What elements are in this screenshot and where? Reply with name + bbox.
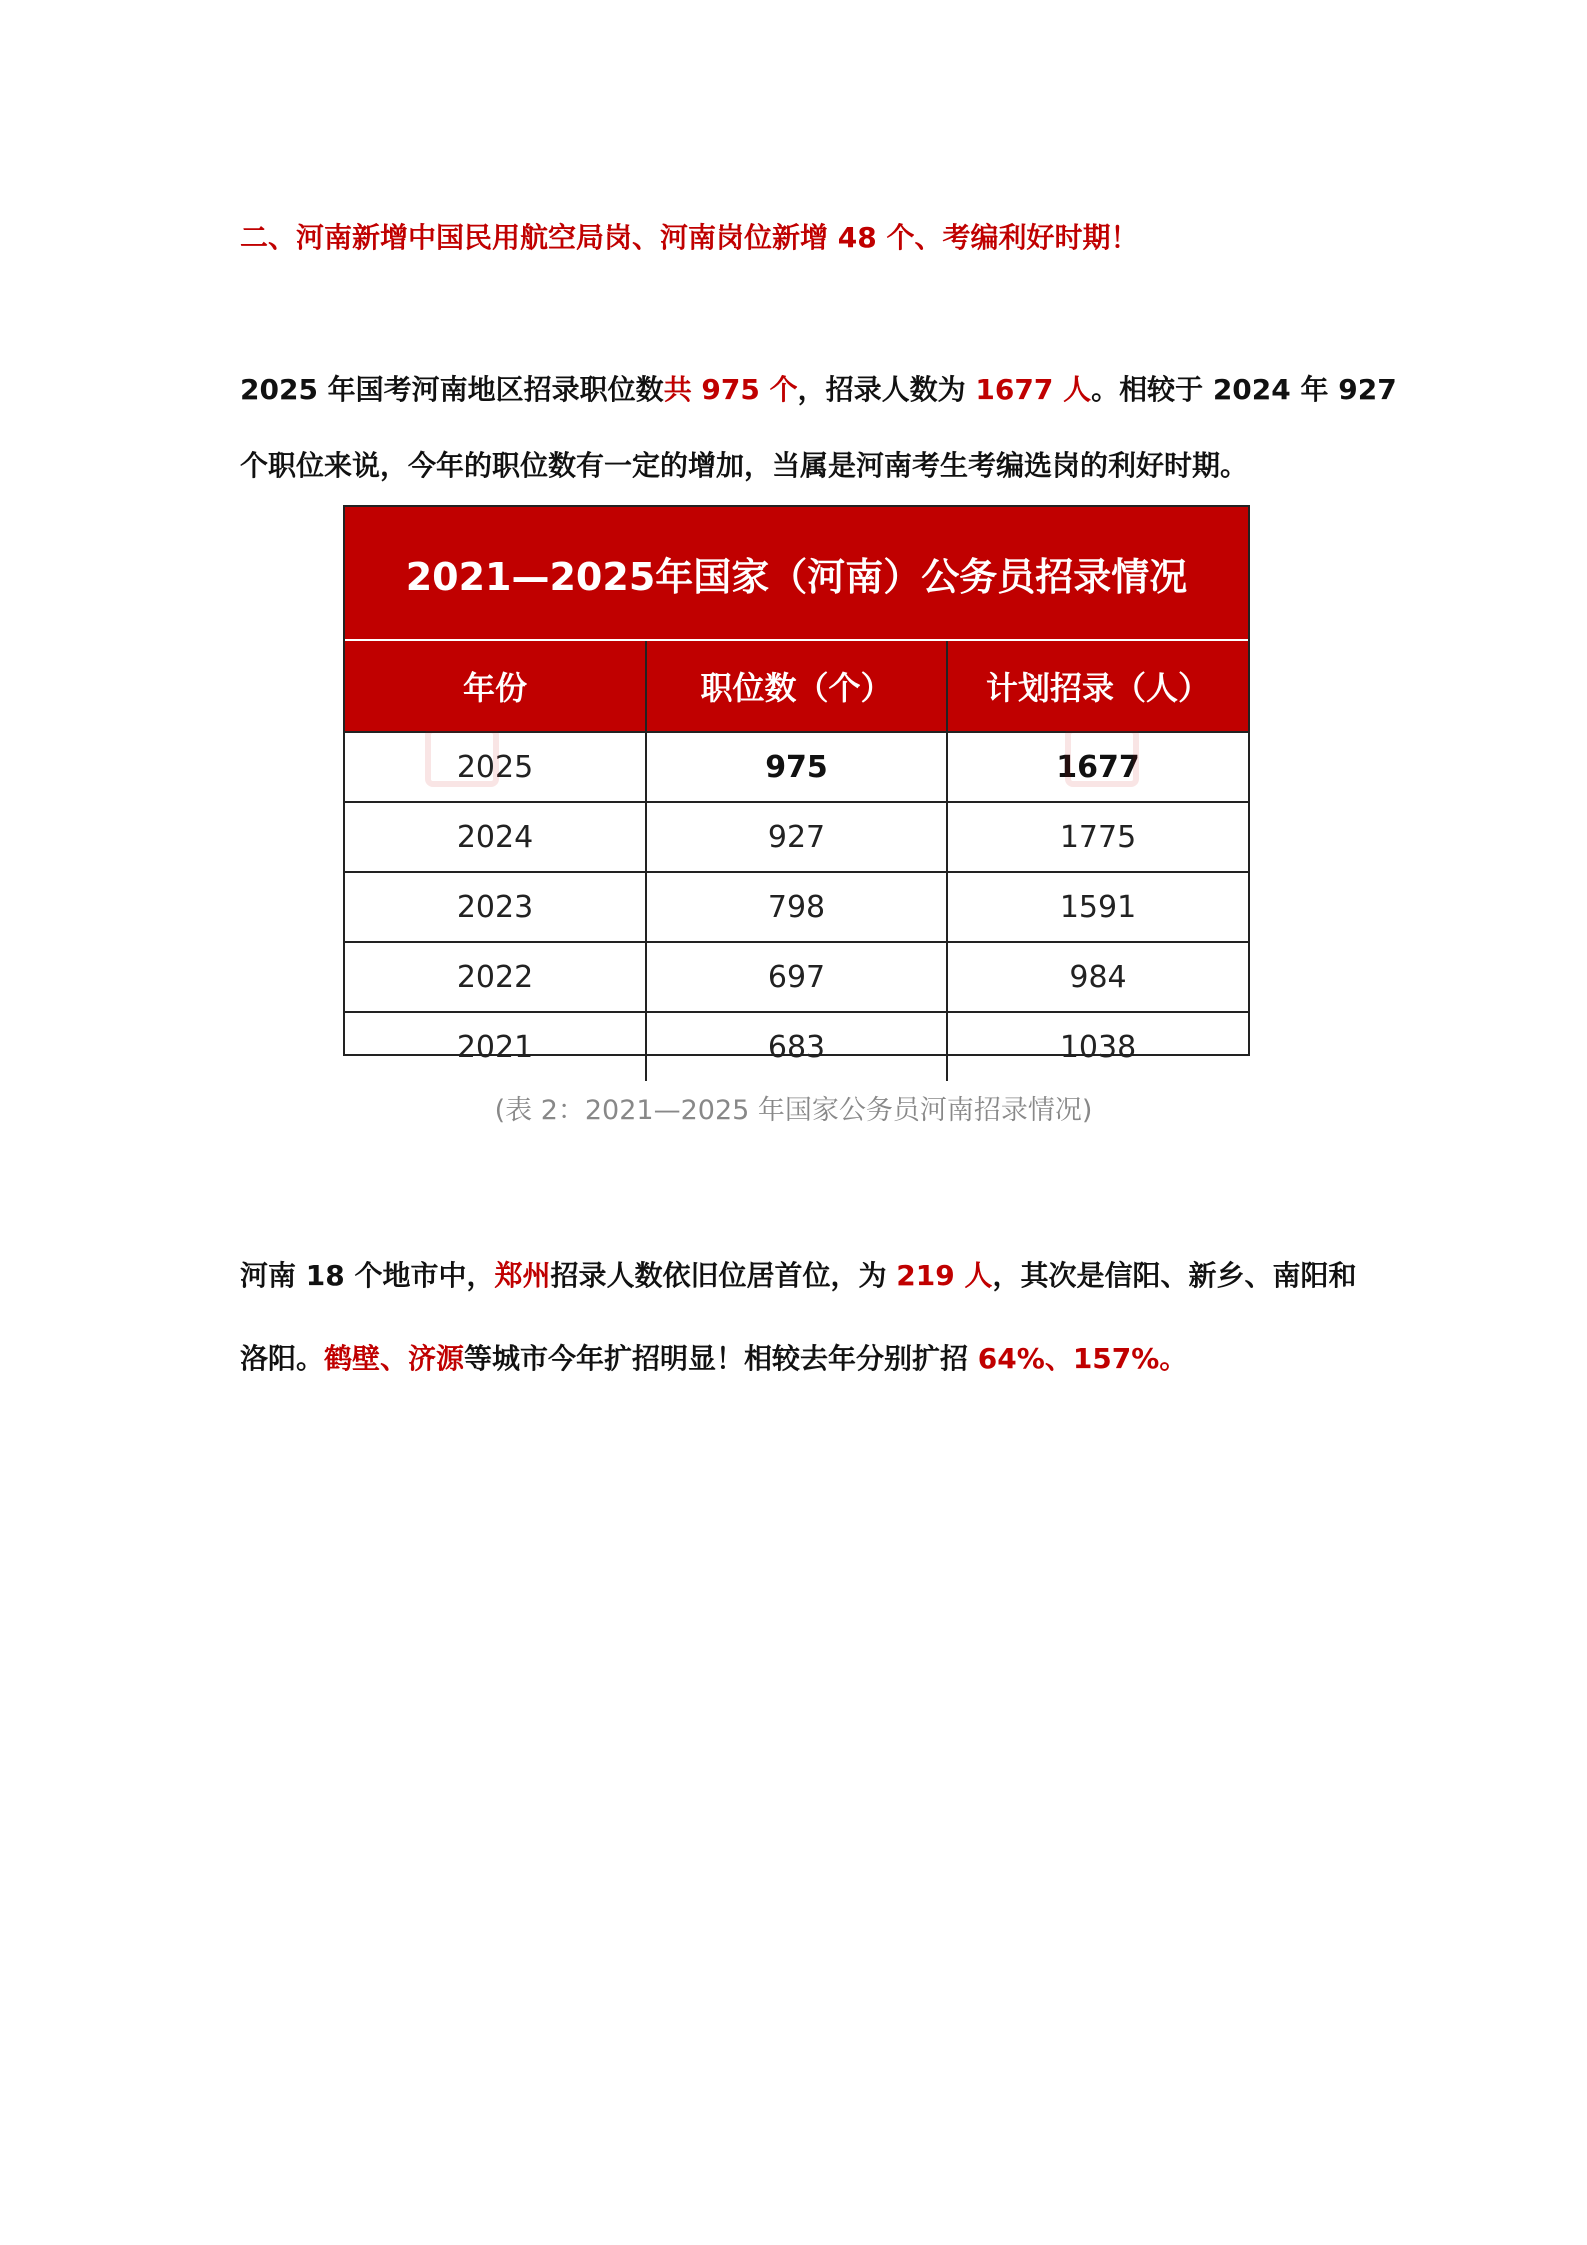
paragraph-2-line-1 [240, 1254, 1356, 1294]
cell-year: 2025 [345, 732, 646, 802]
text-span: 等城市今年扩招明显！相较去年分别扩招 [464, 1342, 978, 1375]
recruitment-table [343, 505, 1250, 1065]
data-table [345, 507, 1248, 1081]
cell-positions: 683 [646, 1012, 947, 1081]
cell-year: 2023 [345, 872, 646, 942]
highlight-recruit-count: 1677 人 [975, 373, 1092, 406]
text-span: 河南 18 个地市中， [240, 1259, 495, 1292]
cell-positions: 975 [646, 732, 947, 802]
table-row [345, 1012, 1248, 1081]
cell-recruits: 1677 [947, 732, 1248, 802]
cell-positions: 697 [646, 942, 947, 1012]
text-span: ，招录人数为 [797, 373, 976, 406]
cell-positions: 798 [646, 872, 947, 942]
table-row [345, 872, 1248, 942]
text-span: ，其次是信阳、新乡、南阳和 [992, 1259, 1357, 1292]
highlight-cities: 鹤壁、济源 [324, 1342, 465, 1375]
text-span: 2025 年国考河南地区招录职位数 [240, 373, 664, 406]
cell-recruits: 1038 [947, 1012, 1248, 1081]
paragraph-1-line-1 [240, 368, 1397, 408]
cell-recruits: 1775 [947, 802, 1248, 872]
highlight-position-count: 共 975 个 [663, 373, 798, 406]
table-title: 2021—2025年国家（河南）公务员招录情况 [345, 507, 1248, 640]
cell-year: 2021 [345, 1012, 646, 1081]
text-span: 洛阳。 [240, 1342, 325, 1375]
cell-recruits: 984 [947, 942, 1248, 1012]
highlight-city: 郑州 [494, 1259, 551, 1292]
text-span: 。相较于 2024 年 927 [1091, 373, 1397, 406]
column-header-planned-recruits: 计划招录（人） [947, 640, 1248, 732]
highlight-city-count: 219 人 [896, 1259, 993, 1292]
column-header-year: 年份 [345, 640, 646, 732]
section-heading: 二、河南新增中国民用航空局岗、河南岗位新增 48 个、考编利好时期！ [240, 221, 1139, 254]
table-row [345, 732, 1248, 802]
cell-year: 2024 [345, 802, 646, 872]
cell-year: 2022 [345, 942, 646, 1012]
table-header-row [345, 640, 1248, 732]
paragraph-1-line-2: 个职位来说，今年的职位数有一定的增加，当属是河南考生考编选岗的利好时期。 [240, 449, 1249, 482]
column-header-positions: 职位数（个） [646, 640, 947, 732]
cell-recruits: 1591 [947, 872, 1248, 942]
text-span: 招录人数依旧位居首位，为 [550, 1259, 897, 1292]
table-caption: (表 2：2021—2025 年国家公务员河南招录情况) [494, 1095, 1093, 1126]
highlight-percentages: 64%、157%。 [977, 1342, 1188, 1375]
cell-positions: 927 [646, 802, 947, 872]
table-row [345, 942, 1248, 1012]
table-row [345, 802, 1248, 872]
paragraph-2-line-2 [240, 1337, 1187, 1377]
